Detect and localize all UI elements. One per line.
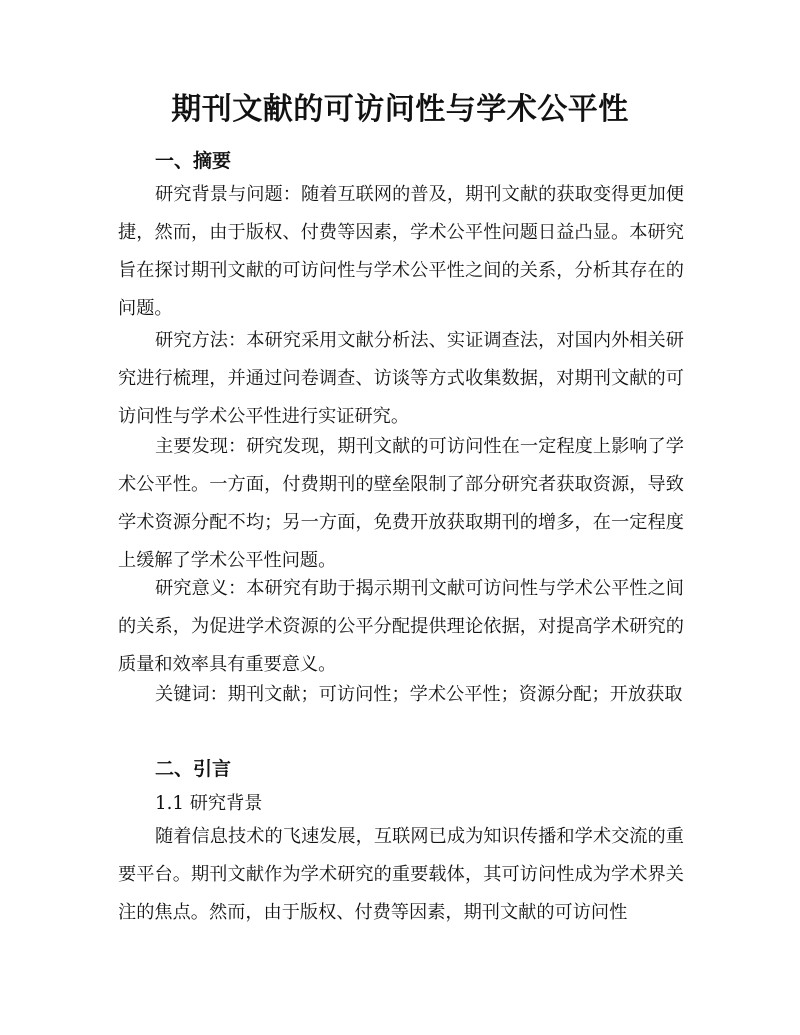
section-heading-intro: 二、引言 [155,758,232,780]
abstract-methods-paragraph: 研究方法：本研究采用文献分析法、实证调查法，对国内外相关研究进行梳理，并通过问卷调查、访谈等方式收集数据，对期刊文献的可访问性与学术公平性进行实证研究。 [118,330,684,427]
subsection-heading-background: 1.1 研究背景 [155,793,263,814]
abstract-background-paragraph: 研究背景与问题：随着互联网的普及，期刊文献的获取变得更加便捷，然而，由于版权、付费等因素，学术公平性问题日益凸显。本研究旨在探讨期刊文献的可访问性与学术公平性之间的关系，分析其存在的问题。 [118,184,684,319]
abstract-significance-paragraph: 研究意义：本研究有助于揭示期刊文献可访问性与学术公平性之间的关系，为促进学术资源的公平分配提供理论依据，对提高学术研究的质量和效率具有重要意义。 [118,578,684,675]
section-heading-abstract: 一、摘要 [155,150,232,172]
abstract-findings-paragraph: 主要发现：研究发现，期刊文献的可访问性在一定程度上影响了学术公平性。一方面，付费期刊的壁垒限制了部分研究者获取资源，导致学术资源分配不均；另一方面，免费开放获取期刊的增多，在一定程度上缓解了学术公平性问题。 [118,436,684,571]
keywords-paragraph: 关键词：期刊文献；可访问性；学术公平性；资源分配；开放获取 [155,684,683,705]
document-title: 期刊文献的可访问性与学术公平性 [171,92,629,127]
intro-background-paragraph: 随着信息技术的飞速发展，互联网已成为知识传播和学术交流的重要平台。期刊文献作为学术研究的重要载体，其可访问性成为学术界关注的焦点。然而，由于版权、付费等因素，期刊文献的可访问性 [118,826,684,923]
